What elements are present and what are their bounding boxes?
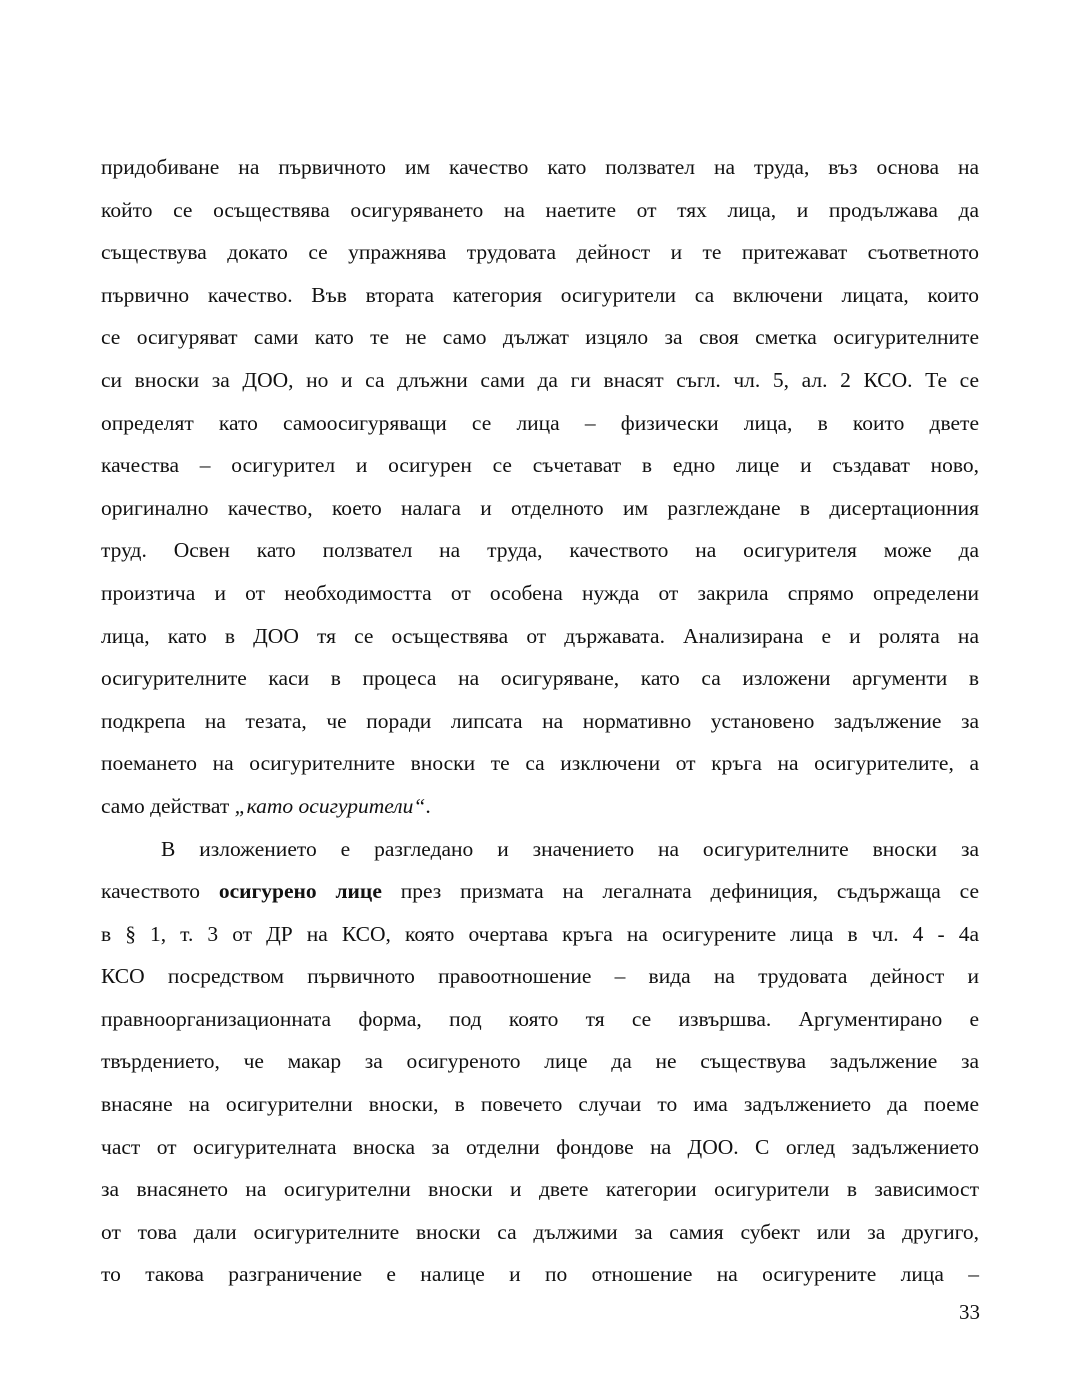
text-line: внасяне на осигурителни вноски, в повечето случаи то има задължението да поеме	[101, 1092, 979, 1117]
page-number: 33	[959, 1300, 980, 1324]
text-line-last	[101, 785, 979, 828]
paragraph-1	[101, 146, 979, 828]
text-line: придобиване на първичното им качество като ползвател на труда, въз основа на	[101, 155, 979, 179]
text-run: през призмата на легалната дефиниция, съдържаща се	[381, 879, 979, 904]
text-line: подкрепа на тезата, че поради липсата на нормативно установено задължение за	[101, 708, 979, 733]
text-line	[101, 870, 979, 913]
text-line: осигурителните каси в процеса на осигуряване, като са изложени аргументи в	[101, 666, 979, 691]
text-run: качеството	[101, 879, 219, 904]
text-line: то такова разграничение е налице и по отношение на осигурените лица –	[101, 1262, 979, 1287]
text-line: от това дали осигурителните вноски са дължими за самия субект или за другиго,	[101, 1219, 979, 1244]
bold-term: осигурено лице	[218, 879, 382, 904]
text-line: оригинално качество, което налага и отделното им разглеждане в дисертационния	[101, 495, 979, 520]
text-line: се осигуряват сами като те не само дължат изцяло за своя сметка осигурителните	[101, 325, 979, 350]
text-line-first: В изложението е разгледано и значението на осигурителните вноски за	[161, 836, 979, 861]
text-line: лица, като в ДОО тя се осъществява от държавата. Анализирана е и ролята на	[101, 623, 979, 648]
text-line: част от осигурителната вноска за отделни фондове на ДОО. С оглед задължението	[101, 1134, 979, 1159]
text-line: поемането на осигурителните вноски те са изключени от кръга на осигурителите, а	[101, 751, 979, 776]
italic-quote: „като осигурители“	[234, 793, 426, 818]
text-run: само действат	[101, 793, 235, 818]
text-line: правноорганизационната форма, под която тя се извършва. Аргументирано е	[101, 1006, 979, 1031]
paragraph-2	[101, 828, 979, 1297]
text-line: който се осъществява осигуряването на наетите от тях лица, и продължава да	[101, 197, 979, 222]
text-run: .	[425, 793, 431, 818]
page-body	[101, 146, 979, 1296]
text-line: си вноски за ДОО, но и са длъжни сами да ги внасят съгл. чл. 5, ал. 2 КСО. Те се	[101, 367, 979, 392]
text-line: определят като самоосигуряващи се лица – физически лица, в които двете	[101, 410, 979, 435]
text-line: твърдението, че макар за осигуреното лице да не съществува задължение за	[101, 1049, 979, 1074]
text-line: първично качество. Във втората категория осигурители са включени лицата, които	[101, 282, 979, 307]
text-line: качества – осигурител и осигурен се съчетават в едно лице и създават ново,	[101, 453, 979, 478]
text-line: произтича и от необходимостта от особена нужда от закрила спрямо определени	[101, 580, 979, 605]
text-line: за внасянето на осигурителни вноски и двете категории осигурители в зависимост	[101, 1177, 979, 1202]
text-line: в § 1, т. 3 от ДР на КСО, която очертава кръга на осигурените лица в чл. 4 - 4а	[101, 921, 979, 946]
text-line: труд. Освен като ползвател на труда, качеството на осигурителя може да	[101, 538, 979, 563]
text-line: КСО посредством първичното правоотношение – вида на трудовата дейност и	[101, 964, 979, 989]
text-line: съществува докато се упражнява трудовата дейност и те притежават съответното	[101, 240, 979, 265]
